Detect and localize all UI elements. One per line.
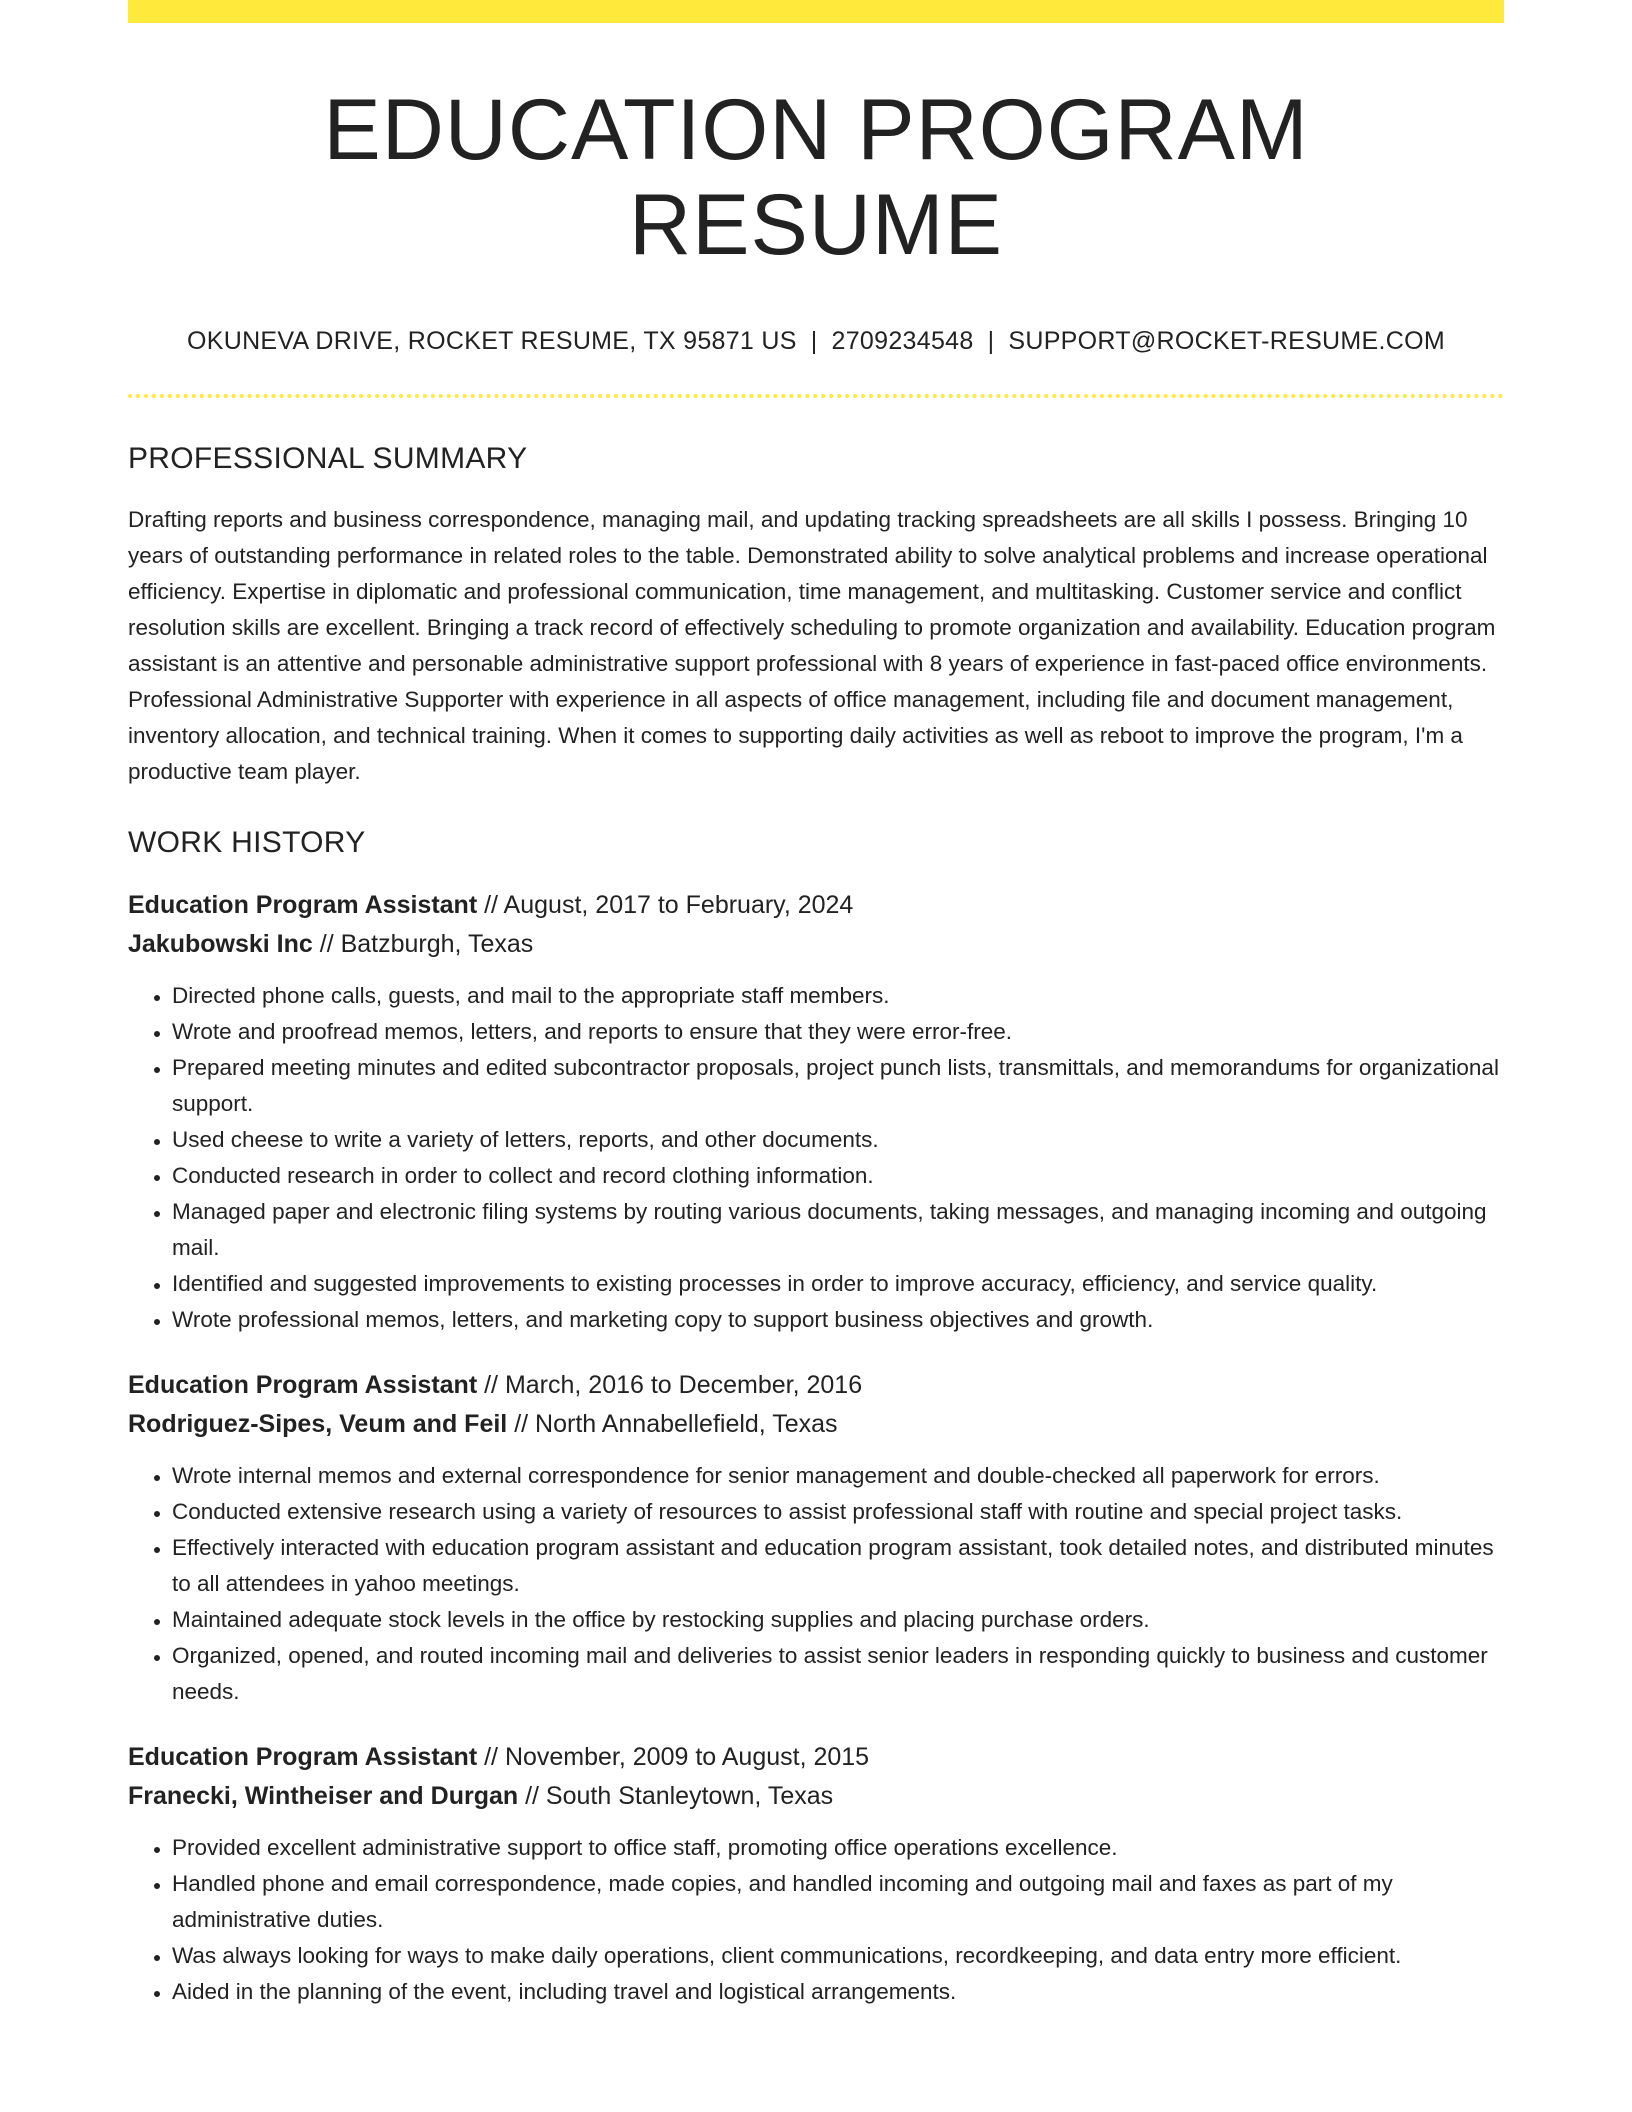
job-bullets [128,1458,1504,1710]
job-location: // North Annabellefield, Texas [507,1410,838,1439]
contact-separator: | [987,327,995,356]
job-title-line [128,1366,1504,1405]
resume-title: EDUCATION PROGRAM RESUME [323,82,1309,273]
job-bullet: • Wrote and proofread memos, letters, and reports to ensure that they were error-free. [172,1014,1504,1050]
job-company-line [128,1405,1504,1444]
job-bullet: • Effectively interacted with education program assistant and education program assistant, took detailed notes, and distributed minutes to all attendees in yahoo meetings. [172,1530,1504,1602]
work-history-heading: WORK HISTORY [128,826,366,860]
job-company: Rodriguez-Sipes, Veum and Feil [128,1410,508,1439]
job-bullet: • Maintained adequate stock levels in the office by restocking supplies and placing purchase orders. [172,1602,1504,1638]
job-location: // Batzburgh, Texas [312,930,534,959]
job-company-line [128,1777,1504,1816]
job-company-line [128,925,1504,964]
contact-line [128,327,1504,356]
contact-email: SUPPORT@ROCKET-RESUME.COM [1008,327,1445,356]
job-dates: // November, 2009 to August, 2015 [477,1743,870,1772]
job-bullet: • Conducted research in order to collect and record clothing information. [172,1158,1504,1194]
job-bullet: • Used cheese to write a variety of letters, reports, and other documents. [172,1122,1504,1158]
job-bullet: • Wrote professional memos, letters, and marketing copy to support business objectives and growth. [172,1302,1504,1338]
job-dates: // March, 2016 to December, 2016 [477,1371,863,1400]
job-title-line [128,1738,1504,1777]
job-bullet: • Handled phone and email correspondence, made copies, and handled incoming and outgoing mail and faxes as part of my administrative duties. [172,1866,1504,1938]
job-bullet: • Conducted extensive research using a variety of resources to assist professional staff with routine and special project tasks. [172,1494,1504,1530]
job-bullet: • Was always looking for ways to make daily operations, client communications, recordkeeping, and data entry more efficient. [172,1938,1504,1974]
job-bullet: • Provided excellent administrative support to office staff, promoting office operations excellence. [172,1830,1504,1866]
job-title: Education Program Assistant [128,1743,478,1772]
contact-phone: 2709234548 [831,327,974,356]
job-bullet: • Prepared meeting minutes and edited subcontractor proposals, project punch lists, transmittals, and memorandums for organizational support. [172,1050,1504,1122]
job-entry [128,1366,1504,1710]
contact-separator: | [810,327,818,356]
job-dates: // August, 2017 to February, 2024 [477,891,854,920]
contact-address: OKUNEVA DRIVE, ROCKET RESUME, TX 95871 US [187,327,797,356]
job-bullets [128,1830,1504,2010]
dotted-divider [128,394,1504,398]
job-company: Franecki, Wintheiser and Durgan [128,1782,519,1811]
job-entry [128,886,1504,1338]
job-title-line [128,886,1504,925]
job-entry [128,1738,1504,2010]
job-bullet: • Wrote internal memos and external correspondence for senior management and double-checked all paperwork for errors. [172,1458,1504,1494]
job-title: Education Program Assistant [128,1371,478,1400]
job-company: Jakubowski Inc [128,930,313,959]
job-title: Education Program Assistant [128,891,478,920]
job-bullet: • Aided in the planning of the event, including travel and logistical arrangements. [172,1974,1504,2010]
job-bullet: • Identified and suggested improvements to existing processes in order to improve accuracy, efficiency, and service quality. [172,1266,1504,1302]
summary-text: Drafting reports and business correspondence, managing mail, and updating tracking spreadsheets are all skills I possess. Bringing 10 years of outstanding performance in related roles to the table. Demonstrated ability to solve analytical problems and increase operational efficiency. Expertise in diplomatic and professional communication, time management, and multitasking. Customer service and conflict resolution skills are excellent. Bringing a track record of effectively scheduling to promote organization and availability. Education program assistant is an attentive and personable administrative support professional with 8 years of experience in fast-paced office environments. Professional Administrative Supporter with experience in all aspects of office management, including file and document management, inventory allocation, and technical training. When it comes to supporting daily activities as well as reboot to improve the program, I'm a productive team player. [128,507,1496,785]
accent-top-bar [128,0,1504,23]
summary-heading: PROFESSIONAL SUMMARY [128,442,528,476]
job-bullet: • Directed phone calls, guests, and mail to the appropriate staff members. [172,978,1504,1014]
job-location: // South Stanleytown, Texas [518,1782,834,1811]
job-bullet: • Organized, opened, and routed incoming mail and deliveries to assist senior leaders in responding quickly to business and customer needs. [172,1638,1504,1710]
job-bullet: • Managed paper and electronic filing systems by routing various documents, taking messages, and managing incoming and outgoing mail. [172,1194,1504,1266]
resume-page [128,0,1504,2010]
job-bullets [128,978,1504,1338]
